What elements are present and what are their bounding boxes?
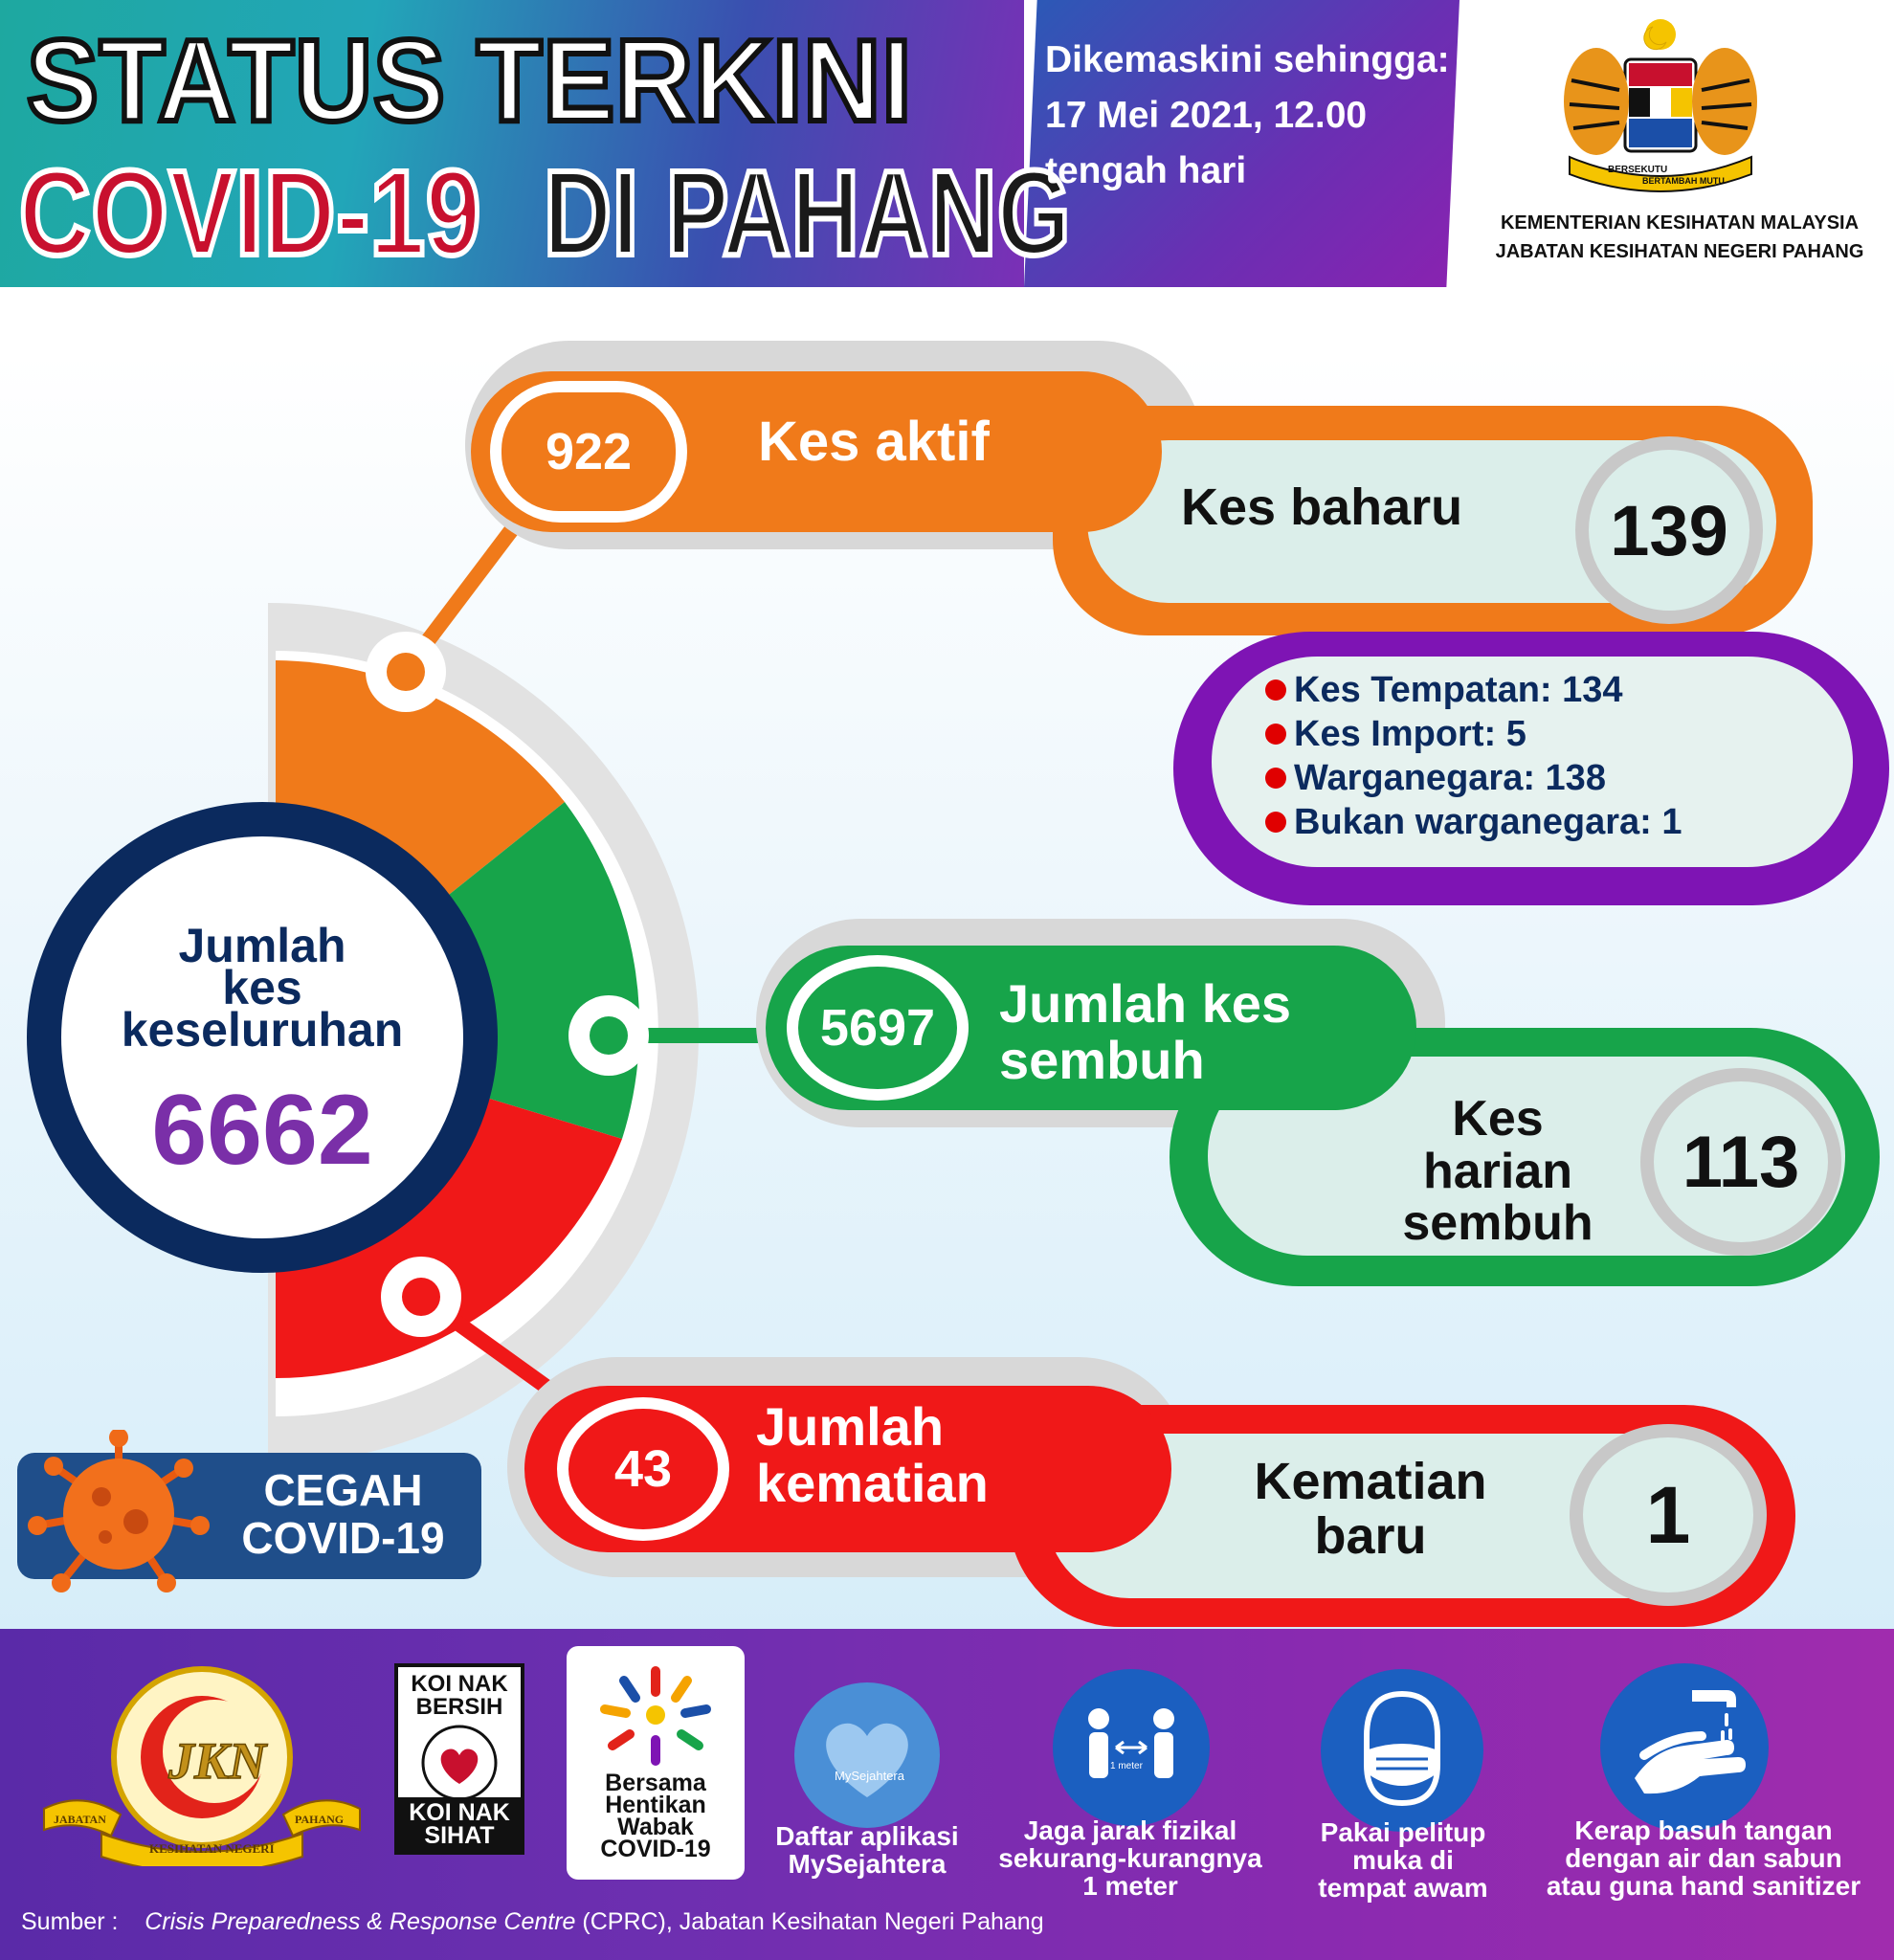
ministry-line-1: KEMENTERIAN KESIHATAN MALAYSIA <box>1500 212 1860 234</box>
cegah-line-2: COVID-19 <box>241 1513 445 1563</box>
total-label-line-3: keseluruhan <box>121 1003 404 1057</box>
mysejahtera-icon-text: MySejahtera <box>835 1769 904 1783</box>
bullet-dot <box>1265 679 1286 701</box>
ministry-line-2: JABATAN KESIHATAN NEGERI PAHANG <box>1495 241 1864 262</box>
koi-top-line-1: KOI NAK <box>411 1671 508 1697</box>
caption-line: tempat awam <box>1318 1873 1488 1903</box>
heart-app-icon <box>794 1682 940 1828</box>
new-cases-label: Kes baharu <box>1181 479 1463 536</box>
footer-caption-mysejahtera <box>754 1822 980 1878</box>
source-org: Crisis Preparedness & Response Centre <box>145 1908 576 1935</box>
new-deaths-line-1: Kematian <box>1254 1453 1487 1510</box>
node-deaths-dot <box>402 1278 440 1316</box>
breakdown-item <box>1265 756 1682 800</box>
total-label-line-2: kes <box>222 961 302 1014</box>
update-line-2: 17 Mei 2021, 12.00 <box>1045 95 1368 136</box>
daily-recovered-value: 113 <box>1640 1068 1841 1256</box>
koi-bottom <box>398 1797 521 1851</box>
virus-icon <box>23 1430 214 1592</box>
koi-bottom-line-2: SIHAT <box>424 1822 495 1849</box>
breakdown-text: Kes Import: 5 <box>1294 714 1526 754</box>
source-rest: (CPRC), Jabatan Kesihatan Negeri Pahang <box>575 1908 1044 1935</box>
total-label-line-1: Jumlah <box>178 919 346 972</box>
deaths-badge <box>557 1397 729 1541</box>
caption-line: Daftar aplikasi <box>775 1821 959 1851</box>
recovered-label-line-1: Jumlah kes <box>999 973 1292 1034</box>
caption-line: muka di <box>1352 1845 1454 1875</box>
update-line-1: Dikemaskini sehingga: <box>1045 39 1450 80</box>
daily-recovered-line-2: harian <box>1422 1143 1573 1199</box>
recovered-badge <box>787 955 969 1101</box>
breakdown-list <box>1265 668 1682 844</box>
footer-caption-distance <box>982 1816 1279 1900</box>
recovered-label <box>999 973 1292 1090</box>
deaths-label-line-2: kematian <box>756 1452 989 1513</box>
jkn-logo <box>34 1665 369 1866</box>
node-recovered-dot <box>590 1016 628 1055</box>
caption-line: 1 meter <box>1082 1871 1178 1901</box>
active-cases-label: Kes aktif <box>758 411 990 473</box>
koi-top-line-2: BERSIH <box>415 1694 503 1720</box>
distance-icon-text: 1 meter <box>1110 1761 1143 1771</box>
bersama-hentikan-wabak-logo <box>567 1646 745 1880</box>
koi-nak-bersih-logo <box>394 1663 524 1855</box>
koi-bottom-line-1: KOI NAK <box>409 1799 510 1826</box>
new-deaths-label <box>1208 1455 1533 1563</box>
caption-line: sekurang-kurangnya <box>998 1843 1262 1873</box>
handwash-icon <box>1600 1663 1769 1832</box>
daily-recovered-label <box>1369 1093 1627 1250</box>
new-cases-value: 139 <box>1575 436 1763 624</box>
caption-line: Pakai pelitup <box>1320 1817 1486 1847</box>
breakdown-item <box>1265 712 1682 756</box>
bersama-line-3: Wabak <box>617 1814 694 1840</box>
jkn-ribbon-right: PAHANG <box>295 1813 345 1826</box>
bullet-dot <box>1265 812 1286 833</box>
deaths-label-line-1: Jumlah <box>756 1396 945 1457</box>
total-cases-circle <box>27 802 498 1273</box>
people-circle-icon <box>593 1659 718 1772</box>
cegah-covid-badge <box>17 1453 481 1579</box>
distance-icon <box>1053 1669 1210 1826</box>
caption-line: Jaga jarak fizikal <box>1023 1815 1237 1845</box>
footer-caption-mask <box>1307 1818 1499 1902</box>
new-deaths-line-2: baru <box>1314 1506 1427 1565</box>
page-title-pahang: DI PAHANG <box>544 145 1072 280</box>
bersama-line-2: Hentikan <box>605 1792 706 1818</box>
crest-label-1: BERSEKUTU <box>1608 165 1668 175</box>
jkn-ribbon-bottom: KESIHATAN NEGERI <box>149 1841 275 1856</box>
new-deaths-value: 1 <box>1570 1424 1767 1606</box>
page-title-line1: STATUS TERKINI <box>27 15 913 145</box>
deaths-label <box>756 1396 989 1513</box>
total-cases-value: 6662 <box>151 1075 373 1186</box>
active-cases-badge <box>490 381 687 523</box>
breakdown-item <box>1265 668 1682 712</box>
bullet-dot <box>1265 768 1286 789</box>
caption-line: dengan air dan sabun <box>1565 1843 1842 1873</box>
bersama-line-1: Bersama <box>605 1770 706 1796</box>
breakdown-text: Kes Tempatan: 134 <box>1294 670 1623 710</box>
caption-line: MySejahtera <box>788 1849 947 1879</box>
bersama-text <box>567 1772 745 1860</box>
breakdown-text: Bukan warganegara: 1 <box>1294 802 1682 842</box>
mask-icon <box>1321 1669 1483 1832</box>
source-prefix: Sumber : <box>21 1908 119 1935</box>
source-credit <box>21 1908 1044 1936</box>
update-line-3: tengah hari <box>1045 150 1247 191</box>
breakdown-item <box>1265 800 1682 844</box>
caption-line: Kerap basuh tangan <box>1574 1815 1833 1845</box>
node-active-dot <box>387 653 425 691</box>
page-title-covid: COVID-19 <box>19 145 482 280</box>
daily-recovered-line-1: Kes <box>1452 1091 1544 1147</box>
caption-line: atau guna hand sanitizer <box>1546 1871 1861 1901</box>
bullet-dot <box>1265 724 1286 745</box>
bersama-line-4: COVID-19 <box>600 1836 711 1862</box>
daily-recovered-line-3: sembuh <box>1402 1195 1593 1252</box>
jkn-logo-text: JKN <box>168 1732 267 1790</box>
deaths-value: 43 <box>568 1409 718 1529</box>
recovered-label-line-2: sembuh <box>999 1029 1205 1090</box>
footer-caption-handwash <box>1531 1816 1876 1900</box>
breakdown-text: Warganegara: 138 <box>1294 758 1606 798</box>
crest-label-2: BERTAMBAH MUTU <box>1642 176 1725 186</box>
active-cases-value: 922 <box>501 392 676 511</box>
cegah-covid-text <box>207 1466 479 1562</box>
recovered-value: 5697 <box>798 967 957 1089</box>
heart-hand-icon <box>419 1725 500 1801</box>
total-cases-label <box>61 919 463 1057</box>
cegah-line-1: CEGAH <box>263 1465 423 1515</box>
jkn-ribbon-left: JABATAN <box>54 1813 106 1826</box>
